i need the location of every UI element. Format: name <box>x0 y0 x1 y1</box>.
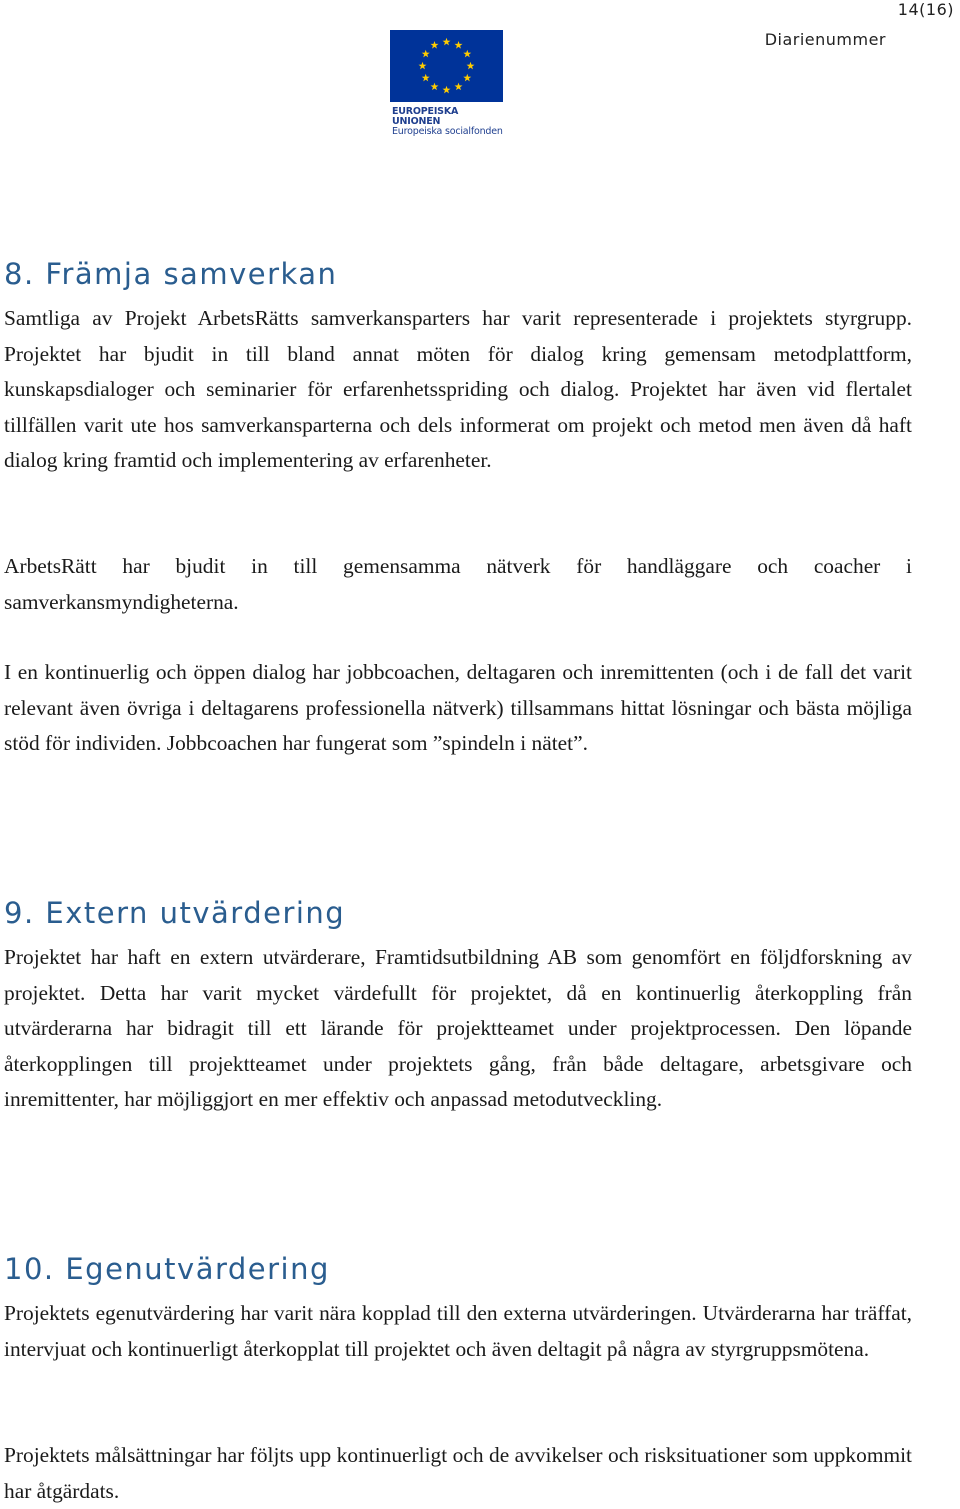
eu-logo <box>390 30 503 137</box>
section-heading-egenutvardering: 10. Egenutvärdering <box>4 1252 330 1286</box>
eu-star-icon <box>467 62 475 70</box>
section-heading-samverkan: 8. Främja samverkan <box>4 257 338 291</box>
eu-star-icon <box>463 74 471 82</box>
eu-star-icon <box>422 50 430 58</box>
eu-stars-circle <box>390 30 503 102</box>
eu-flag-icon <box>390 30 503 102</box>
page-number: 14(16) <box>897 0 954 19</box>
section-heading-extern-utvardering: 9. Extern utvärdering <box>4 896 346 930</box>
paragraph-egenutvardering-1: Projektets egenutvärdering har varit nära kopplad till den externa utvärderingen. Utvärderarna har träffat, intervjuat och kontinuerligt återkopplat till projektet och även deltagit på några av styrgruppsmötena. <box>4 1301 912 1361</box>
paragraph-samverkan-2: ArbetsRätt har bjudit in till gemensamma nätverk för handläggare och coacher i samverkansmyndigheterna. <box>4 554 912 614</box>
eu-star-icon <box>455 83 463 91</box>
eu-star-icon <box>419 62 427 70</box>
paragraph-egenutvardering-2: Projektets målsättningar har följts upp kontinuerligt och de avvikelser och risksituationer som uppkommit har åtgärdats. <box>4 1443 912 1503</box>
eu-star-icon <box>443 38 451 46</box>
eu-star-icon <box>431 83 439 91</box>
paragraph-samverkan-1: Samtliga av Projekt ArbetsRätts samverkansparters har varit representerade i projektets styrgrupp. Projektet har bjudit in till bland annat möten för dialog kring gemensam metodplattform, kunskapsdialoger och seminarier för erfarenhetsspriding och dialog. Projektet har även vid flertalet tillfällen varit ute hos samverkansparterna och dels informerat om projekt och metod men även då haft dialog kring framtid och implementering av erfarenheter. <box>4 306 912 472</box>
eu-star-icon <box>431 41 439 49</box>
eu-logo-line1: EUROPEISKA UNIONEN <box>392 106 459 127</box>
eu-logo-line2: Europeiska socialfonden <box>392 125 503 137</box>
diarienummer-label: Diarienummer <box>764 30 886 49</box>
paragraph-extern-utvardering: Projektet har haft en extern utvärderare, Framtidsutbildning AB som genomfört en följdforskning av projektet. Detta har varit mycket värdefullt för projektet, då en kontinuerlig återkoppling från utvärderarna har bidragit till ett lärande för projektteamet under projektprocessen. Den löpande återkopplingen till projektteamet under projektets gång, från både deltagare, arbetsgivare och inremittenter, har möjliggjort en mer effektiv och anpassad metodutveckling. <box>4 945 912 1111</box>
eu-star-icon <box>455 41 463 49</box>
eu-star-icon <box>443 86 451 94</box>
paragraph-samverkan-3: I en kontinuerlig och öppen dialog har jobbcoachen, deltagaren och inremittenten (och i de fall det varit relevant även övriga i deltagarens professionella nätverk) tillsammans hittat lösningar och bästa möjliga stöd för individen. Jobbcoachen har fungerat som ”spindeln i nätet”. <box>4 660 912 755</box>
eu-star-icon <box>463 50 471 58</box>
eu-logo-text <box>392 107 507 137</box>
eu-star-icon <box>422 74 430 82</box>
